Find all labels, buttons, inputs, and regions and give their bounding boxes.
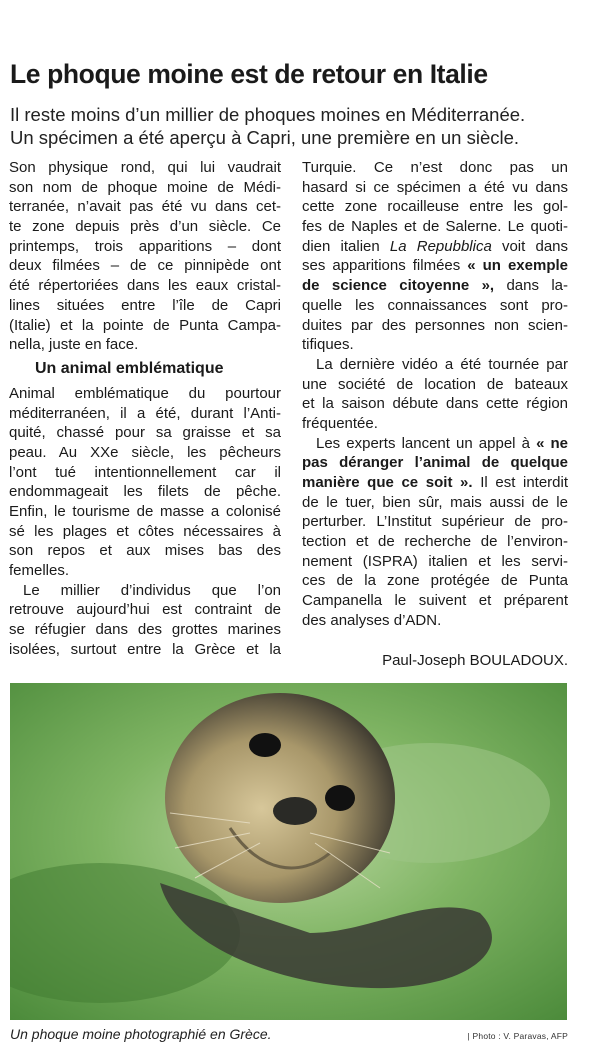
text-line: Turquie. Ce n’est donc pas un bbox=[302, 159, 568, 176]
text-line bbox=[302, 237, 568, 257]
photo-caption: Un phoque moine photographié en Grèce. bbox=[10, 1026, 272, 1042]
text-line: nella, juste en face. bbox=[9, 336, 139, 354]
text-line: nement (ISPRA) italien et les servi- bbox=[302, 552, 568, 570]
text-line: tection et de recherche de l’environ- bbox=[302, 533, 568, 551]
right-column bbox=[302, 158, 568, 670]
text-line: isolées, surtout entre la Grèce et la bbox=[9, 640, 281, 658]
text-line: quité, chassé pour sa graisse et sa bbox=[9, 424, 281, 442]
text-line: se réfugier dans des grottes marines bbox=[9, 621, 281, 639]
text-line: son nom de phoque moine de Médi- bbox=[9, 178, 281, 196]
text-run: Les experts lancent un appel à bbox=[316, 434, 530, 452]
text-line bbox=[302, 453, 568, 473]
text-line: son repos et aux mises bas des bbox=[9, 542, 281, 560]
text-run: dans la- bbox=[506, 277, 568, 295]
text-line: retrouve aujourd’hui est contraint de bbox=[9, 601, 281, 619]
text-line: de le tuer, bien sûr, mais aussi de le bbox=[302, 493, 568, 511]
text-run: voit dans bbox=[501, 237, 569, 255]
text-line bbox=[302, 256, 568, 276]
quote-bold: pas déranger l’animal de quelque bbox=[302, 454, 568, 472]
section-subheading: Un animal emblématique bbox=[35, 359, 224, 377]
text-line: Enfin, le tourisme de masse a colonisé bbox=[9, 503, 281, 520]
text-run: Il est interdit bbox=[480, 474, 569, 491]
text-line: des analyses d’ADN. bbox=[302, 611, 442, 629]
seal-illustration bbox=[10, 683, 567, 1020]
text-line: peau. Au XXe siècle, les pêcheurs bbox=[9, 443, 281, 461]
left-column bbox=[9, 158, 281, 660]
text-line: et la saison débute dans cette région bbox=[302, 395, 568, 413]
subtitle-line: Un spécimen a été aperçu à Capri, une première en un siècle. bbox=[10, 127, 520, 148]
subtitle-line: Il reste moins d’un millier de phoques moines en Méditerranée. bbox=[10, 104, 526, 125]
text-line: hasard si ce spécimen a été vu dans bbox=[302, 178, 568, 196]
text-line: femelles. bbox=[9, 562, 70, 580]
author-signature: Paul-Joseph BOULADOUX. bbox=[382, 651, 568, 669]
newspaper-name: La Repubblica bbox=[389, 237, 492, 255]
quote-bold: de science citoyenne », bbox=[302, 277, 495, 295]
text-line: méditerranéen, il a été, durant l’Anti- bbox=[9, 404, 281, 422]
text-line: fréquentée. bbox=[302, 414, 378, 432]
article-subtitle bbox=[10, 103, 590, 149]
text-line: duites par des personnes non scien- bbox=[302, 316, 568, 334]
seal-photo bbox=[10, 683, 567, 1020]
text-line: lines situées entre l’île de Capri bbox=[9, 296, 281, 314]
text-line: Animal emblématique du pourtour bbox=[9, 384, 281, 402]
text-line: quelle les connaissances sont pro- bbox=[302, 296, 568, 314]
text-line: sé les plages et côtes nécessaires à bbox=[9, 522, 281, 540]
text-line: deux filmées – de ce pinnipède ont bbox=[9, 257, 281, 275]
text-line: ces de la zone protégée de Punta bbox=[302, 572, 568, 590]
text-line: endommageait les filets de pêche. bbox=[9, 483, 281, 501]
quote-bold: « un exemple bbox=[467, 257, 569, 275]
text-run: ses apparitions filmées bbox=[302, 257, 461, 275]
article-title: Le phoque moine est de retour en Italie bbox=[10, 59, 488, 89]
text-line bbox=[302, 276, 568, 296]
text-run: dien italien bbox=[302, 237, 380, 255]
text-line: perturber. L’Institut supérieur de pro- bbox=[302, 513, 568, 531]
quote-bold: « ne bbox=[536, 434, 569, 452]
text-line: Son physique rond, qui lui vaudrait bbox=[9, 159, 281, 176]
text-line: une société de location de bateaux bbox=[302, 375, 568, 393]
text-line: cette zone rocailleuse entre les gol- bbox=[302, 198, 568, 216]
text-line bbox=[302, 473, 568, 493]
text-line: terranée, n’avait pas été vu dans cet- bbox=[9, 198, 281, 216]
text-line: (Italie) et la pointe de Punta Campa- bbox=[9, 316, 281, 334]
text-line: printemps, trois apparitions – dont bbox=[9, 237, 281, 255]
photo-credit: | Photo : V. Paravas, AFP bbox=[467, 1031, 568, 1041]
text-line: La dernière vidéo a été tournée par bbox=[316, 355, 568, 373]
text-line: tifiques. bbox=[302, 336, 354, 354]
text-line: l’ont tué intentionnellement car il bbox=[9, 463, 281, 481]
text-line: été répertoriées dans les eaux cristal- bbox=[9, 277, 281, 295]
quote-bold: manière que ce soit ». bbox=[302, 474, 473, 491]
text-line: fes de Naples et de Salerne. Le quoti- bbox=[302, 218, 568, 236]
text-line: Campanella le suivent et préparent bbox=[302, 592, 568, 610]
text-line: Le millier d’individus que l’on bbox=[23, 581, 281, 599]
text-line bbox=[302, 434, 568, 454]
text-line: te zone depuis près d’un siècle. Ce bbox=[9, 218, 281, 236]
